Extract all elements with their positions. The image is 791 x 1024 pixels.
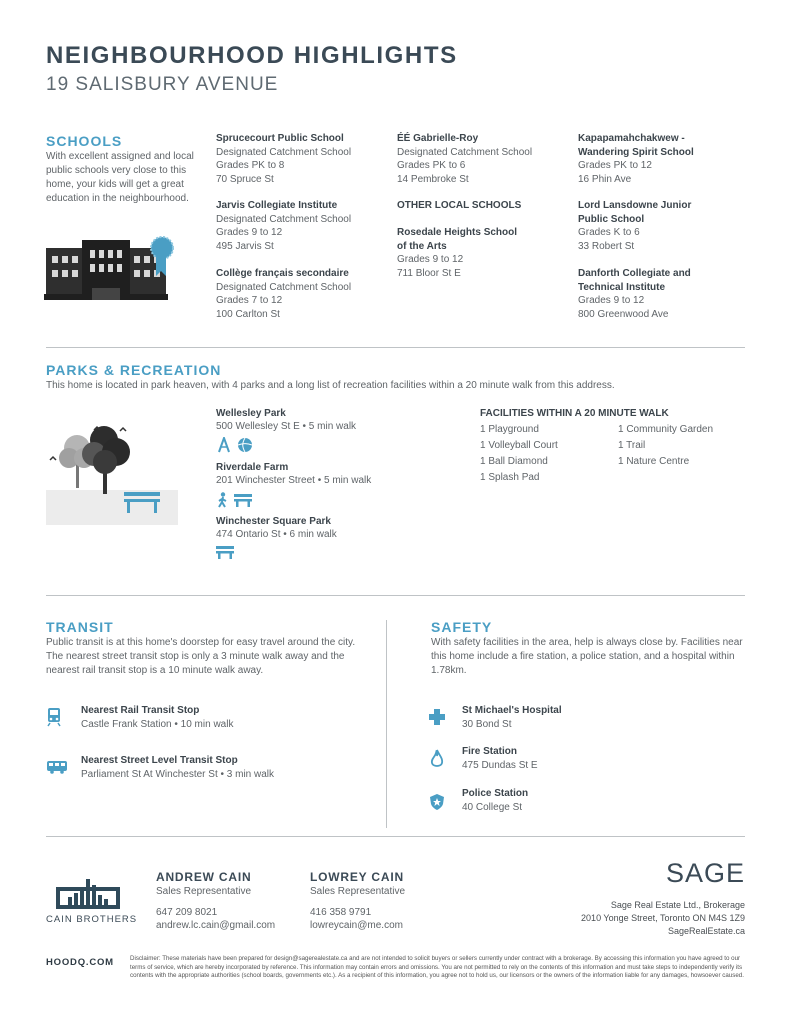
safety-title: SAFETY bbox=[431, 619, 493, 635]
hoodq-link[interactable]: HOODQ.COM bbox=[46, 957, 114, 968]
volleyball-icon bbox=[237, 437, 253, 453]
facilities-list bbox=[480, 422, 558, 486]
walking-trail-icon bbox=[216, 492, 230, 508]
parks-title: PARKS & RECREATION bbox=[46, 362, 222, 378]
disclaimer: Disclaimer: These materials have been prepared for design@sagerealestate.ca and are not intended to solicit buyers or sellers currently under contract with a brokerage. By accessing this information you have agreed to our terms of service, which are hereby incorporated by reference. This information may contain errors and omissions. You are not permitted to rely on the contents of this information and must take steps to independently verify its contents with the appropriate authorities (school boards, governments etc.). As a recipient of this information, you agree not to hold us, our licensors or the owners of the information liable for any damages, howsoever caused. bbox=[130, 955, 744, 980]
bench-icon bbox=[234, 494, 252, 507]
school-item: Kapapamahchakwew - Wandering Spirit School Grades PK to 12 16 Phin Ave bbox=[578, 133, 694, 185]
divider bbox=[46, 836, 745, 837]
playground-icon bbox=[216, 437, 232, 453]
school-item: Collège français secondaire Designated Catchment School Grades 7 to 12 100 Carlton St bbox=[216, 268, 352, 320]
cain-brothers-logo-text: CAIN BROTHERS bbox=[46, 914, 138, 925]
train-icon bbox=[46, 707, 62, 727]
agent2-name: LOWREY CAIN bbox=[310, 870, 404, 884]
fire-station-detail: 475 Dundas St E bbox=[462, 760, 538, 771]
brokerage-name: Sage Real Estate Ltd., Brokerage bbox=[610, 900, 745, 910]
divider bbox=[46, 595, 745, 596]
school-item: Sprucecourt Public School Designated Catchment School Grades PK to 8 70 Spruce St bbox=[216, 133, 352, 185]
police-badge-icon bbox=[430, 794, 444, 810]
divider bbox=[46, 347, 745, 348]
police-station-detail: 40 College St bbox=[462, 802, 523, 813]
school-item: Danforth Collegiate and Technical Institute Grades 9 to 12 800 Greenwood Ave bbox=[578, 268, 691, 320]
bus-icon bbox=[46, 760, 68, 774]
facilities-heading: FACILITIES WITHIN A 20 MINUTE WALK bbox=[480, 408, 669, 419]
cain-brothers-logo bbox=[56, 877, 120, 909]
facility-item: 1 Trail bbox=[618, 440, 646, 451]
park-name: Riverdale Farm bbox=[216, 462, 289, 473]
school-item: Lord Lansdowne Junior Public School Grades K to 6 33 Robert St bbox=[578, 200, 692, 252]
agent1-role: Sales Representative bbox=[156, 886, 252, 897]
page-subtitle: 19 SALISBURY AVENUE bbox=[46, 74, 279, 95]
rail-stop-title: Nearest Rail Transit Stop bbox=[81, 705, 200, 716]
facility-item: 1 Splash Pad bbox=[480, 472, 540, 483]
hospital-detail: 30 Bond St bbox=[462, 719, 512, 730]
facility-item: 1 Volleyball Court bbox=[480, 440, 558, 451]
park-detail: 201 Winchester Street • 5 min walk bbox=[216, 475, 372, 486]
street-stop-detail: Parliament St At Winchester St • 3 min walk bbox=[81, 769, 275, 780]
brokerage-info bbox=[581, 899, 745, 938]
other-schools-heading: OTHER LOCAL SCHOOLS bbox=[397, 200, 522, 211]
agent1-email[interactable]: andrew.lc.cain@gmail.com bbox=[156, 920, 276, 931]
facilities-list bbox=[618, 422, 713, 470]
agent2-phone[interactable]: 416 358 9791 bbox=[310, 907, 372, 918]
page-title: NEIGHBOURHOOD HIGHLIGHTS bbox=[46, 42, 458, 69]
agent2-email[interactable]: lowreycain@me.com bbox=[310, 920, 403, 931]
brokerage-website[interactable]: SageRealEstate.ca bbox=[667, 926, 745, 936]
schools-intro: With excellent assigned and local public schools very close to this home, your kids will get a great education in the neighbourhood. bbox=[46, 151, 194, 204]
column-divider bbox=[386, 620, 387, 828]
facility-item: 1 Playground bbox=[480, 424, 539, 435]
park-illustration-icon bbox=[44, 418, 180, 528]
parks-intro: This home is located in park heaven, with 4 parks and a long list of recreation facilities within a 20 minute walk from this address. bbox=[46, 380, 615, 391]
fire-icon bbox=[430, 749, 444, 769]
school-item: ÉÉ Gabrielle-Roy Designated Catchment School Grades PK to 6 14 Pembroke St bbox=[397, 133, 533, 185]
hospital-title: St Michael's Hospital bbox=[462, 705, 562, 716]
transit-intro: Public transit is at this home's doorstep for easy travel around the city. The nearest street transit stop is only a 3 minute walk away and the nearest rail transit stop is a 10 minute walk away. bbox=[46, 637, 356, 676]
school-item: Rosedale Heights School of the Arts Grades 9 to 12 711 Bloor St E bbox=[397, 227, 518, 279]
facility-item: 1 Nature Centre bbox=[618, 456, 690, 467]
agent2-role: Sales Representative bbox=[310, 886, 406, 897]
agent1-name: ANDREW CAIN bbox=[156, 870, 252, 884]
hospital-cross-icon bbox=[429, 709, 445, 725]
safety-intro: With safety facilities in the area, help is always close by. Facilities near this home include a fire station, a police station, and a hospital within 1.78km. bbox=[431, 637, 743, 676]
school-item: Jarvis Collegiate Institute Designated Catchment School Grades 9 to 12 495 Jarvis St bbox=[216, 200, 352, 252]
park-detail: 500 Wellesley St E • 5 min walk bbox=[216, 421, 357, 432]
agent1-phone[interactable]: 647 209 8021 bbox=[156, 907, 218, 918]
facility-item: 1 Ball Diamond bbox=[480, 456, 548, 467]
fire-station-title: Fire Station bbox=[462, 746, 518, 757]
street-stop-title: Nearest Street Level Transit Stop bbox=[81, 755, 238, 766]
facility-item: 1 Community Garden bbox=[618, 424, 714, 435]
rail-stop-detail: Castle Frank Station • 10 min walk bbox=[81, 719, 234, 730]
park-detail: 474 Ontario St • 6 min walk bbox=[216, 529, 337, 540]
park-name: Winchester Square Park bbox=[216, 516, 331, 527]
sage-brand: SAGE bbox=[665, 858, 745, 888]
brokerage-address: 2010 Yonge Street, Toronto ON M4S 1Z9 bbox=[581, 913, 745, 923]
bench-icon bbox=[216, 546, 234, 559]
park-name: Wellesley Park bbox=[216, 408, 286, 419]
school-building-icon bbox=[44, 236, 179, 306]
transit-title: TRANSIT bbox=[46, 619, 114, 635]
schools-title: SCHOOLS bbox=[46, 133, 123, 149]
police-station-title: Police Station bbox=[462, 788, 529, 799]
